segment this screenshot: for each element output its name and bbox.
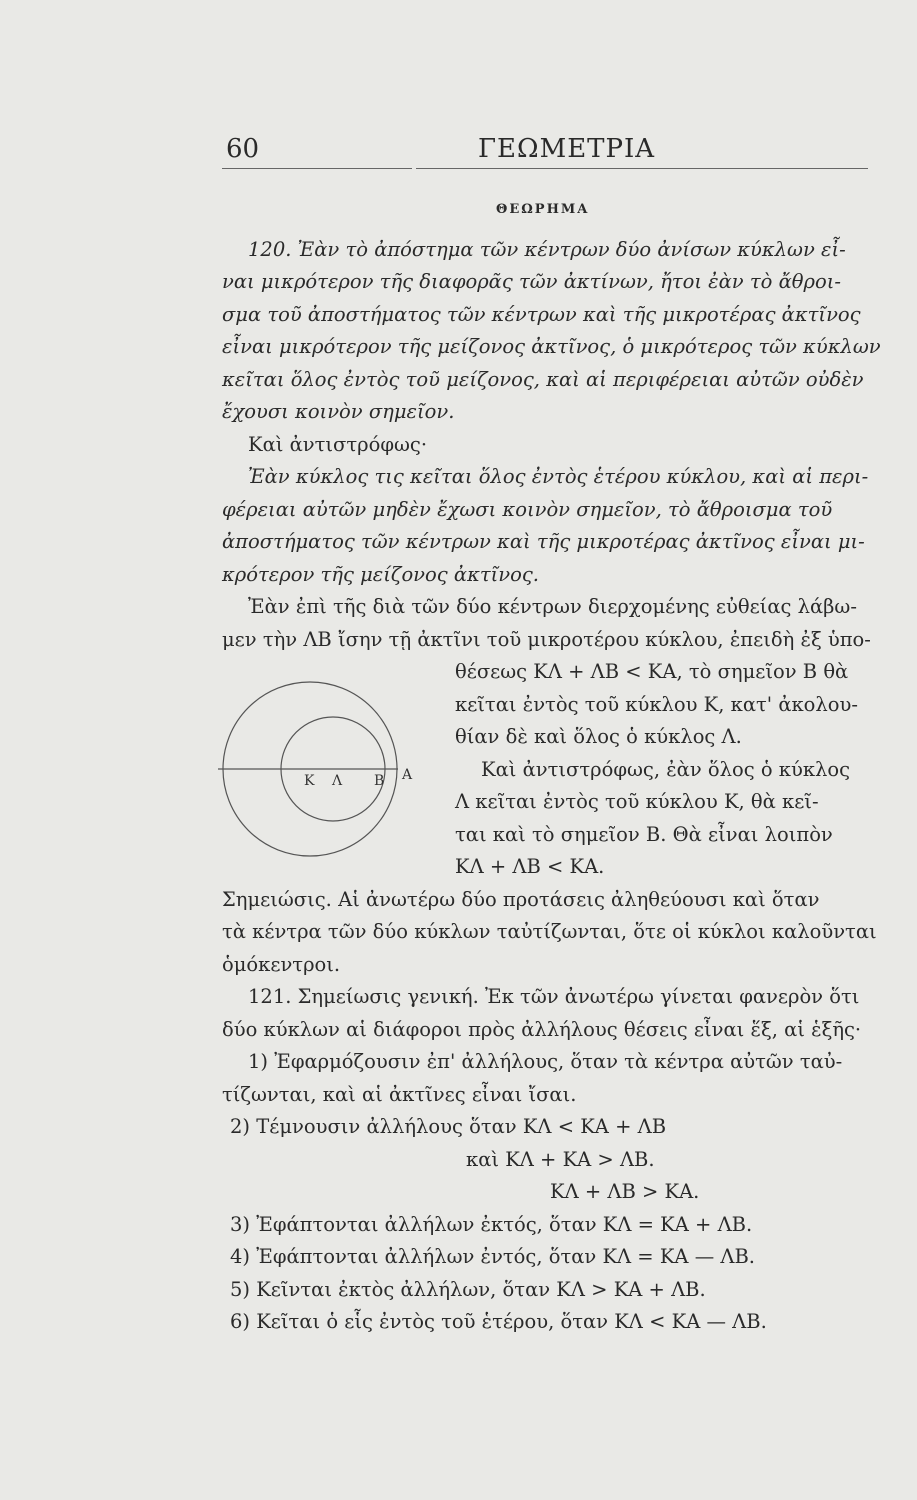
text-line: κεῖται ὅλος ἐντὸς τοῦ μείζονος, καὶ αἱ περιφέρειαι αὐτῶν οὐδὲν — [222, 368, 864, 391]
header-rule-right — [416, 168, 868, 169]
text-line: καὶ ΚΛ + ΚΑ > ΛΒ. — [466, 1148, 655, 1171]
text-line: 2) Τέμνουσιν ἀλλήλους ὅταν ΚΛ < ΚΑ + ΛΒ — [230, 1115, 667, 1138]
text-line: 4) Ἐφάπτονται ἀλλήλων ἐντός, ὅταν ΚΛ = ΚΑ — ΛΒ. — [230, 1245, 756, 1268]
text-line: τίζωνται, καὶ αἱ ἀκτῖνες εἶναι ἴσαι. — [222, 1083, 577, 1106]
text-line: θέσεως ΚΛ + ΛΒ < ΚΑ, τὸ σημεῖον Β θὰ — [455, 660, 849, 683]
text-line: κεῖται ἐντὸς τοῦ κύκλου Κ, κατ' ἀκολου- — [455, 693, 858, 716]
theorem-heading: ΘΕΩΡΗΜΑ — [496, 202, 590, 217]
text-line: τὰ κέντρα τῶν δύο κύκλων ταὐτίζωνται, ὅτε οἱ κύκλοι καλοῦνται — [222, 920, 877, 943]
label-l: Λ — [332, 773, 343, 789]
running-title: ΓΕΩΜΕΤΡΙΑ — [478, 134, 656, 164]
text-line: Ἐὰν κύκλος τις κεῖται ὅλος ἐντὸς ἑτέρου κύκλου, καὶ αἱ περι- — [248, 465, 869, 488]
text-line: 120. Ἐὰν τὸ ἀπόστημα τῶν κέντρων δύο ἀνίσων κύκλων εἶ- — [248, 238, 846, 261]
text-line: Καὶ ἀντιστρόφως, ἐὰν ὅλος ὁ κύκλος — [481, 758, 851, 781]
text-line: ται καὶ τὸ σημεῖον Β. Θὰ εἶναι λοιπὸν — [455, 823, 833, 846]
header-rule-left — [222, 168, 412, 169]
page-number: 60 — [226, 134, 260, 164]
text-line: Καὶ ἀντιστρόφως· — [248, 433, 428, 456]
text-line: 6) Κεῖται ὁ εἷς ἐντὸς τοῦ ἑτέρου, ὅταν ΚΛ < ΚΑ — ΛΒ. — [230, 1310, 767, 1333]
text-line: 1) Ἐφαρμόζουσιν ἐπ' ἀλλήλους, ὅταν τὰ κέντρα αὐτῶν ταὐ- — [248, 1050, 843, 1073]
text-line: 3) Ἐφάπτονται ἀλλήλων ἐκτός, ὅταν ΚΛ = ΚΑ + ΛΒ. — [230, 1213, 753, 1236]
text-line: σμα τοῦ ἀποστήματος τῶν κέντρων καὶ τῆς μικροτέρας ἀκτῖνος — [222, 303, 861, 326]
text-line: 121. Σημείωσις γενική. Ἐκ τῶν ἀνωτέρω γίνεται φανερὸν ὅτι — [248, 985, 860, 1008]
text-line: δύο κύκλων αἱ διάφοροι πρὸς ἀλλήλους θέσεις εἶναι ἕξ, αἱ ἑξῆς· — [222, 1018, 862, 1041]
text-line: ΚΛ + ΛΒ > ΚΑ. — [550, 1180, 700, 1203]
text-line: ἔχουσι κοινὸν σημεῖον. — [222, 400, 455, 423]
text-line: Λ κεῖται ἐντὸς τοῦ κύκλου Κ, θὰ κεῖ- — [455, 790, 819, 813]
text-line: κρότερον τῆς μείζονος ἀκτῖνος. — [222, 563, 539, 586]
label-a: Α — [402, 767, 413, 783]
text-line: ὁμόκεντροι. — [222, 953, 341, 976]
text-line: ναι μικρότερον τῆς διαφορᾶς τῶν ἀκτίνων, ἤτοι ἐὰν τὸ ἄθροι- — [222, 270, 841, 293]
text-line: ΚΛ + ΛΒ < ΚΑ. — [455, 855, 605, 878]
text-line: θίαν δὲ καὶ ὅλος ὁ κύκλος Λ. — [455, 725, 742, 748]
text-line: Σημειώσις. Αἱ ἀνωτέρω δύο προτάσεις ἀληθεύουσι καὶ ὅταν — [222, 888, 820, 911]
label-b: Β — [374, 773, 385, 789]
text-line: Ἐὰν ἐπὶ τῆς διὰ τῶν δύο κέντρων διερχομένης εὐθείας λάβω- — [248, 595, 857, 618]
text-line: 5) Κεῖνται ἐκτὸς ἀλλήλων, ὅταν ΚΛ > ΚΑ + ΛΒ. — [230, 1278, 706, 1301]
text-line: εἶναι μικρότερον τῆς μείζονος ἀκτῖνος, ὁ μικρότερος τῶν κύκλων — [222, 335, 881, 358]
circles-diagram — [210, 675, 442, 865]
text-line: ἀποστήματος τῶν κέντρων καὶ τῆς μικροτέρας ἀκτῖνος εἶναι μι- — [222, 530, 865, 553]
text-line: φέρειαι αὐτῶν μηδὲν ἔχωσι κοινὸν σημεῖον, τὸ ἄθροισμα τοῦ — [222, 498, 833, 521]
text-line: μεν τὴν ΛΒ ἴσην τῇ ἀκτῖνι τοῦ μικροτέρου κύκλου, ἐπειδὴ ἐξ ὑπο- — [222, 628, 871, 651]
label-k: Κ — [304, 773, 315, 789]
